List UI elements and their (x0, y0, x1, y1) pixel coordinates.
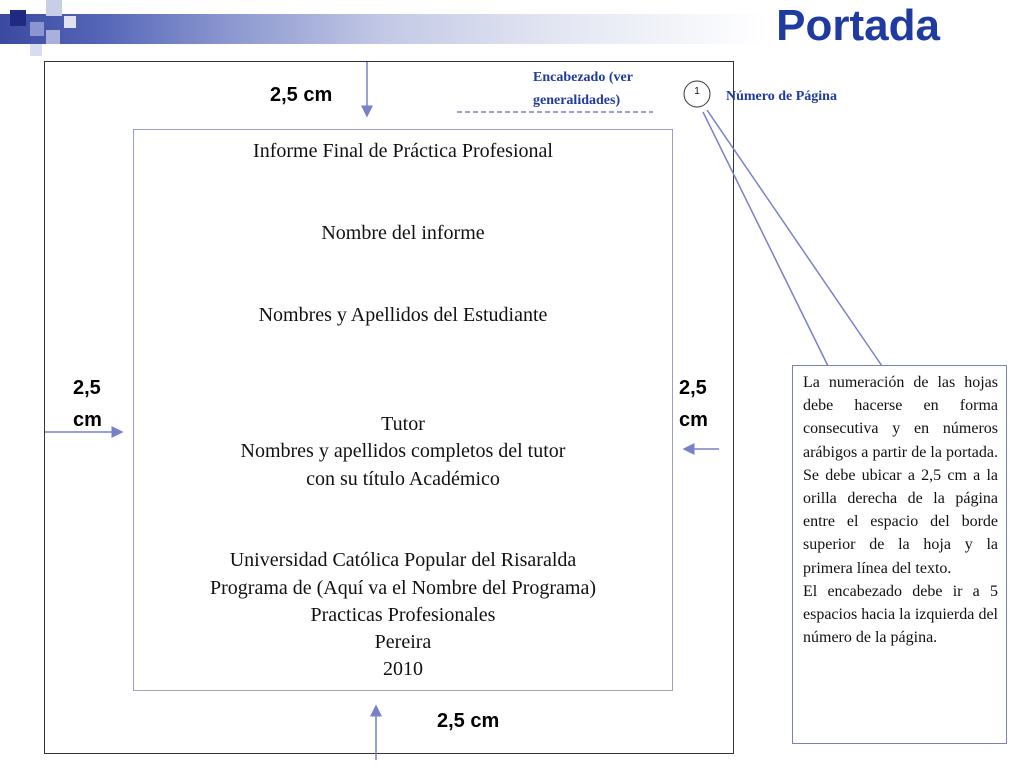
report-title: Informe Final de Práctica Profesional (253, 140, 553, 162)
tutor-title: con su título Académico (306, 468, 500, 490)
page-number-marker: 1 (694, 86, 700, 97)
program-name: Programa de (Aquí va el Nombre del Programa) (210, 577, 596, 599)
right-margin-unit: cm (679, 409, 708, 431)
callout-line (707, 110, 882, 366)
student-name: Nombres y Apellidos del Estudiante (258, 304, 548, 326)
header-label-line1: Encabezado (ver (533, 70, 633, 85)
year: 2010 (383, 658, 423, 680)
bottom-margin-label: 2,5 cm (437, 710, 500, 732)
left-margin-label (73, 372, 102, 436)
note-paragraph-2: El encabezado debe ir a 5 espacios hacia la izquierda del número de la página. (803, 582, 998, 647)
page-number-label: Número de Página (726, 89, 837, 104)
university-name: Universidad Católica Popular del Risaralda (229, 549, 577, 571)
numbering-note (792, 365, 1007, 744)
left-margin-value: 2,5 (73, 377, 101, 399)
right-margin-label (679, 372, 708, 436)
practices-label: Practicas Profesionales (310, 604, 496, 626)
right-margin-value: 2,5 (679, 377, 707, 399)
note-paragraph-1: La numeración de las hojas debe hacerse en forma consecutiva y en números arábigos a partir de la portada. Se debe ubicar a 2,5 cm a la orilla derecha de la página entre el espacio del borde superior de la hoja y la primera línea del texto. (803, 374, 998, 577)
slide-title: Portada (772, 0, 944, 52)
tutor-label: Tutor (381, 413, 425, 435)
left-margin-unit: cm (73, 409, 102, 431)
top-margin-label: 2,5 cm (270, 84, 333, 106)
header-label-line2: generalidades) (533, 93, 621, 108)
header-label (533, 66, 633, 112)
city: Pereira (374, 631, 432, 653)
tutor-names: Nombres y apellidos completos del tutor (240, 440, 566, 462)
callout-line (703, 112, 828, 366)
report-name: Nombre del informe (321, 222, 485, 244)
